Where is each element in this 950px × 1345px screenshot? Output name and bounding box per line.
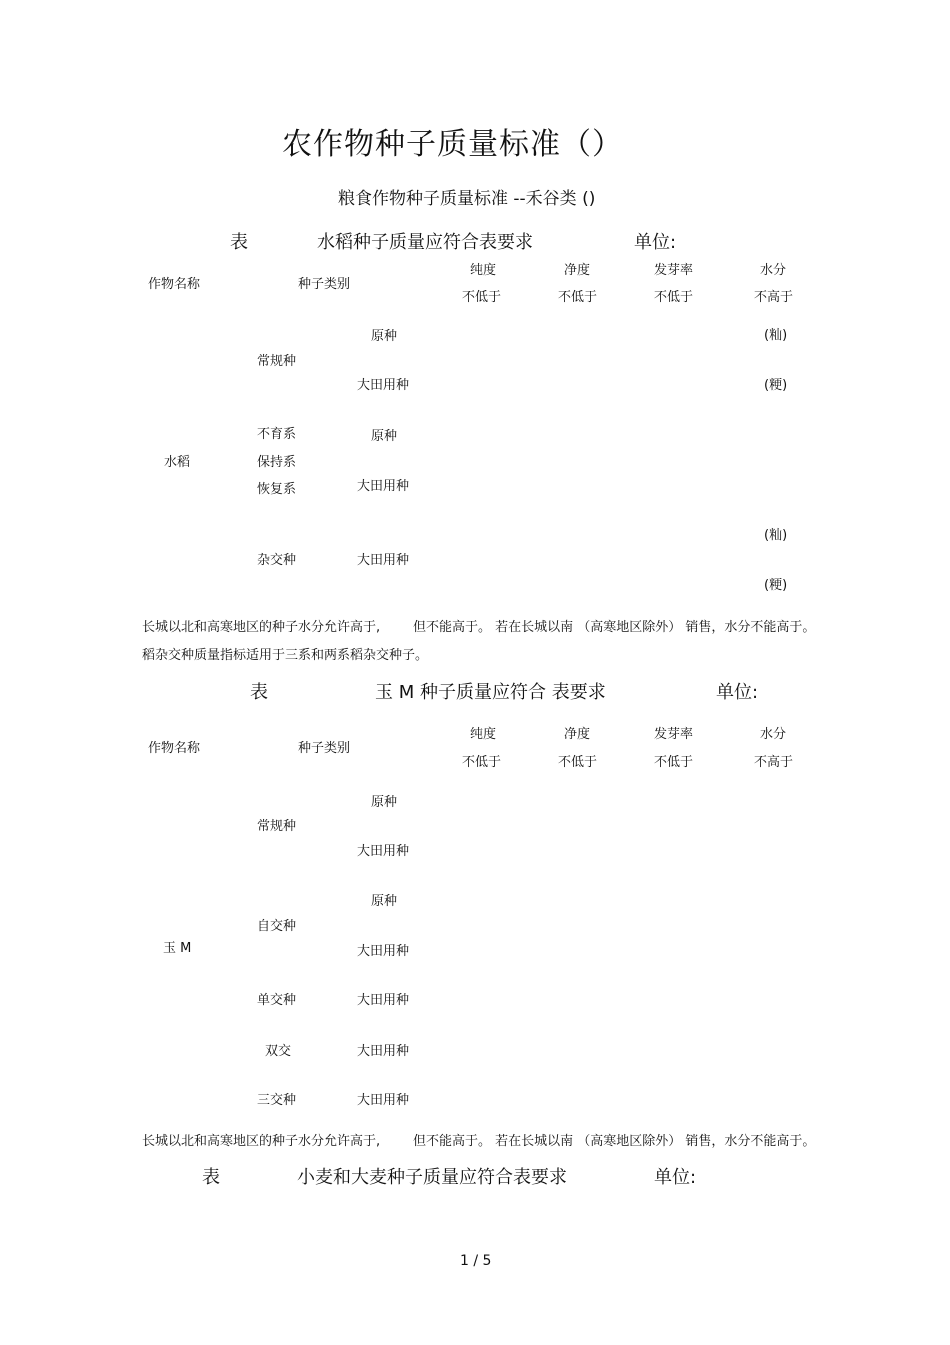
table1-header-moisture-max: 不高于 xyxy=(754,290,794,305)
table2-header-clarity: 净度 xyxy=(564,727,591,742)
table2-header-germination-min: 不低于 xyxy=(654,755,694,770)
table1-cell-field-3: 大田用种 xyxy=(357,553,410,568)
table2-caption: 玉 M 种子质量应符合 表要求 xyxy=(375,682,606,703)
table2-cell-crop: 玉 M xyxy=(163,941,192,956)
table1-header-crop: 作物名称 xyxy=(148,277,201,292)
table1-header-clarity: 净度 xyxy=(564,263,591,278)
table2-cell-conventional: 常规种 xyxy=(257,819,297,834)
table1-unit: 单位: xyxy=(634,232,677,253)
table3-caption-prefix: 表 xyxy=(202,1167,220,1188)
table1-cell-conventional: 常规种 xyxy=(257,354,297,369)
table2-header-crop: 作物名称 xyxy=(148,741,201,756)
table1-cell-original-2: 原种 xyxy=(371,429,398,444)
table1-header-purity: 纯度 xyxy=(470,263,497,278)
table1-header-purity-min: 不低于 xyxy=(462,290,502,305)
table2-header-moisture-max: 不高于 xyxy=(754,755,794,770)
table2-header-moisture: 水分 xyxy=(760,727,787,742)
table3-caption: 小麦和大麦种子质量应符合表要求 xyxy=(297,1167,567,1188)
table2-header-seed-type: 种子类别 xyxy=(298,741,351,756)
table2-cell-single: 单交种 xyxy=(257,993,297,1008)
table1-cell-restorer: 恢复系 xyxy=(257,482,297,497)
table1-note-b: 但不能高于。 若在长城以南 （高寒地区除外） 销售，水分不能高于。 xyxy=(413,620,816,635)
table1-cell-indica-2: (籼) xyxy=(764,528,788,543)
table2-cell-double: 双交 xyxy=(265,1044,292,1059)
table2-header-germination: 发芽率 xyxy=(654,727,694,742)
table2-caption-prefix: 表 xyxy=(250,682,268,703)
table2-header-purity-min: 不低于 xyxy=(462,755,502,770)
table2-cell-original: 原种 xyxy=(371,795,398,810)
table1-cell-crop: 水稻 xyxy=(164,455,191,470)
table1-cell-japonica-1: (粳) xyxy=(764,378,788,393)
table2-cell-inbred: 自交种 xyxy=(257,919,297,934)
table1-caption-prefix: 表 xyxy=(230,232,248,253)
table2-note-b: 但不能高于。 若在长城以南 （高寒地区除外） 销售，水分不能高于。 xyxy=(413,1134,816,1149)
page-number: 1 / 5 xyxy=(460,1253,492,1269)
table2-note-a: 长城以北和高寒地区的种子水分允许高于, xyxy=(142,1134,381,1149)
table1-cell-field-2: 大田用种 xyxy=(357,479,410,494)
table2-cell-field-3: 大田用种 xyxy=(357,993,410,1008)
table2-header-clarity-min: 不低于 xyxy=(558,755,598,770)
page-title: 农作物种子质量标准（） xyxy=(282,127,623,162)
table1-note-2: 稻杂交种质量指标适用于三系和两系稻杂交种子。 xyxy=(142,648,429,663)
table2-cell-field-2: 大田用种 xyxy=(357,944,410,959)
table2-cell-field: 大田用种 xyxy=(357,844,410,859)
table2-cell-original-2: 原种 xyxy=(371,894,398,909)
table1-cell-field: 大田用种 xyxy=(357,378,410,393)
table2-cell-field-5: 大田用种 xyxy=(357,1093,410,1108)
table1-cell-maintainer: 保持系 xyxy=(257,455,297,470)
table1-cell-indica-1: (籼) xyxy=(764,328,788,343)
table1-note-a: 长城以北和高寒地区的种子水分允许高于, xyxy=(142,620,381,635)
table2-unit: 单位: xyxy=(716,682,759,703)
table1-cell-sterile: 不育系 xyxy=(257,427,297,442)
table2-cell-triple: 三交种 xyxy=(257,1093,297,1108)
table1-header-germination: 发芽率 xyxy=(654,263,694,278)
table2-header-purity: 纯度 xyxy=(470,727,497,742)
table1-header-clarity-min: 不低于 xyxy=(558,290,598,305)
table2-cell-field-4: 大田用种 xyxy=(357,1044,410,1059)
table3-unit: 单位: xyxy=(654,1167,697,1188)
table1-header-germination-min: 不低于 xyxy=(654,290,694,305)
page-subtitle: 粮食作物种子质量标准 --禾谷类 () xyxy=(338,189,596,209)
table1-header-seed-type: 种子类别 xyxy=(298,277,351,292)
table1-cell-original: 原种 xyxy=(371,329,398,344)
table1-cell-hybrid: 杂交种 xyxy=(257,553,297,568)
table1-cell-japonica-2: (粳) xyxy=(764,578,788,593)
table1-header-moisture: 水分 xyxy=(760,263,787,278)
table1-caption: 水稻种子质量应符合表要求 xyxy=(317,232,533,253)
